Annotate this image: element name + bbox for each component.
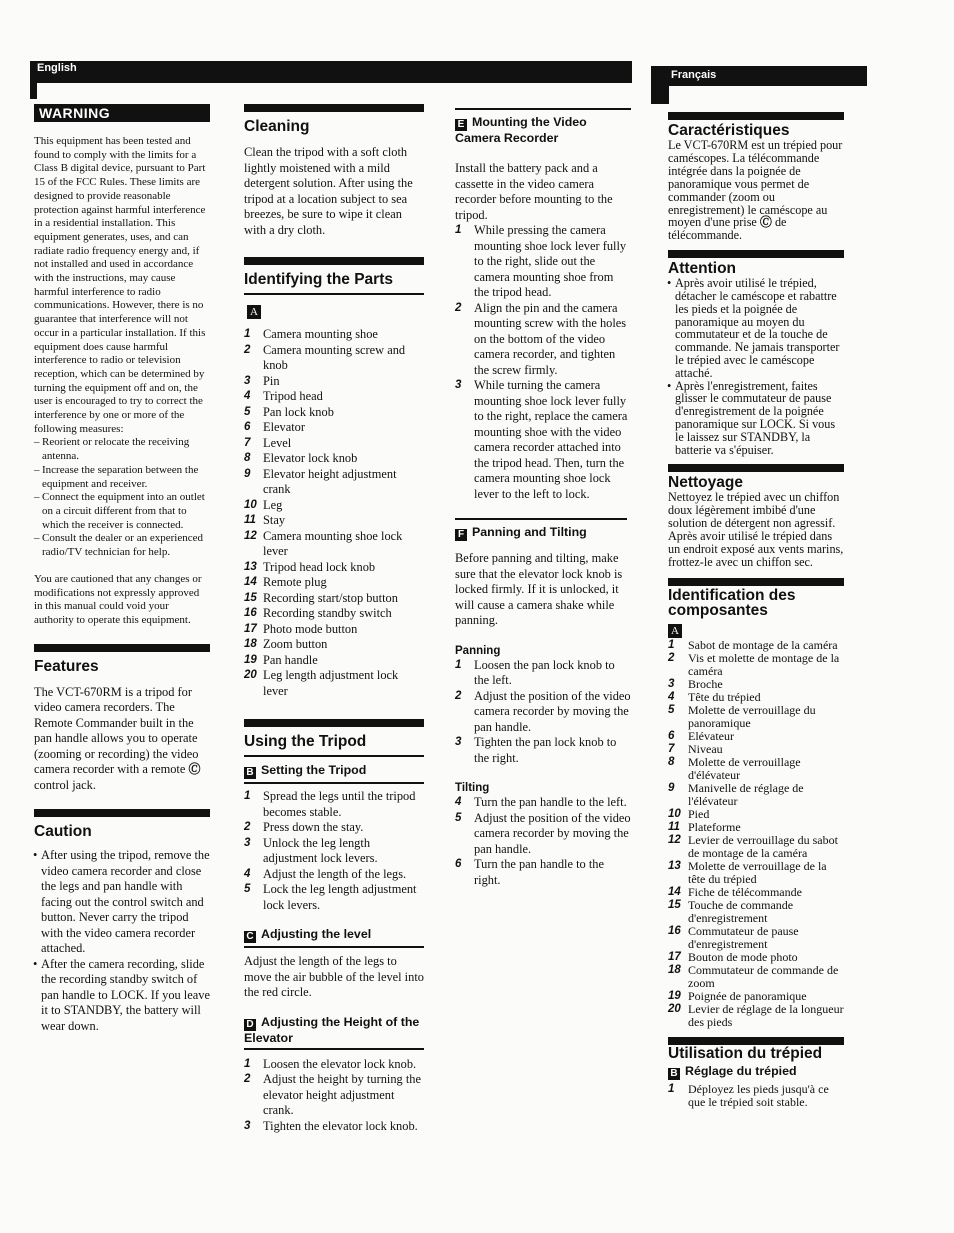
item-number: 1 xyxy=(668,638,675,651)
list-item: – Reorient or relocate the receiving antenna. xyxy=(34,436,210,463)
list-item xyxy=(455,378,631,502)
list-item xyxy=(244,1119,424,1135)
item-number: 10 xyxy=(668,807,681,820)
item-number: 4 xyxy=(244,867,251,880)
item-number: 15 xyxy=(668,898,681,911)
item-text: Fiche de télécommande xyxy=(688,884,802,899)
list-item xyxy=(244,653,424,669)
item-number: 8 xyxy=(244,452,251,464)
list-item xyxy=(244,513,424,529)
remote-jack-icon: 🄫 xyxy=(759,215,772,230)
list-item xyxy=(244,575,424,591)
item-number: 16 xyxy=(244,607,257,619)
list-item: – Increase the separation between the equipment and receiver. xyxy=(34,464,210,491)
item-text: While pressing the camera mounting shoe lock lever fully to the right, slide out the camera mounting shoe from the tripod head. xyxy=(474,223,627,299)
figure-letter: A xyxy=(247,305,261,319)
item-text: Elevator lock knob xyxy=(263,451,358,465)
list-item xyxy=(455,689,631,736)
item-number: 16 xyxy=(668,924,681,937)
item-number: 2 xyxy=(244,821,251,833)
item-number: 12 xyxy=(244,529,257,542)
mounting-title: Mounting the Video Camera Recorder xyxy=(455,115,587,145)
item-text: Levier de réglage de la longueur des pieds xyxy=(688,1001,844,1029)
list-item xyxy=(244,389,424,405)
panning-subheading: Panning xyxy=(455,644,501,657)
identification-heading: Identification des composantes xyxy=(668,578,844,618)
list-item xyxy=(244,867,424,883)
item-text: Camera mounting screw and knob xyxy=(263,342,406,372)
list-item xyxy=(668,925,844,951)
item-number: 3 xyxy=(455,379,462,391)
list-item xyxy=(244,637,424,653)
item-text: Elevator xyxy=(263,420,305,434)
list-item xyxy=(244,436,424,452)
list-item xyxy=(455,301,631,379)
item-number: 20 xyxy=(668,1002,681,1015)
item-number: 14 xyxy=(244,576,257,588)
item-number: 2 xyxy=(455,301,462,314)
item-number: 1 xyxy=(244,790,251,802)
item-number: 2 xyxy=(455,689,462,702)
item-text: Molette de verrouillage d'élévateur xyxy=(688,754,801,782)
item-text: Elévateur xyxy=(688,728,734,743)
list-item xyxy=(455,811,631,858)
item-number: 7 xyxy=(244,436,251,449)
item-number: 1 xyxy=(244,1057,251,1070)
setting-title: Setting the Tripod xyxy=(261,763,367,777)
item-text: Camera mounting shoe xyxy=(263,327,378,341)
item-number: 6 xyxy=(455,858,462,870)
remote-jack-icon: 🄫 xyxy=(188,762,201,777)
item-text: Molette de verrouillage du panoramique xyxy=(688,702,816,730)
list-item xyxy=(244,820,424,836)
item-number: 20 xyxy=(244,669,257,681)
nettoyage-text: Nettoyez le trépied avec un chiffon doux légèrement imbibé d'une solution de détergent non agressif. Après avoir utilisé le trépied dans un endroit exposé aux vents marins, frottez-le avec un chiffon sec. xyxy=(668,490,844,569)
column-english-2 xyxy=(244,104,424,1134)
features-text-end: control jack. xyxy=(34,777,96,792)
item-text: Turn the pan handle to the left. xyxy=(474,795,627,809)
list-item xyxy=(668,964,844,990)
item-text: Recording start/stop button xyxy=(263,590,398,605)
item-text: Poignée de panoramique xyxy=(688,988,807,1003)
item-text: While turning the camera mounting shoe lock lever fully to the right, replace the camera mounting shoe with the video camera recorder attached into the tripod head. Then, turn the camera mounting shoe lock lever to the left to lock. xyxy=(474,378,628,501)
list-item xyxy=(668,860,844,886)
cleaning-text: Clean the tripod with a soft cloth lightly moistened with a mild detergent solution. After using the tripod at a location subject to sea breezes, be sure to wipe it clean with a dry cloth. xyxy=(244,145,413,237)
level-letter: C xyxy=(244,931,256,943)
item-number: 12 xyxy=(668,833,681,846)
item-number: 2 xyxy=(244,343,251,356)
warning-title: WARNING xyxy=(34,104,210,122)
item-number: 11 xyxy=(244,514,256,526)
list-item xyxy=(668,899,844,925)
level-title: Adjusting the level xyxy=(261,927,372,941)
level-text: Adjust the length of the legs to move the air bubble of the level into the red circle. xyxy=(244,954,424,999)
item-text: Commutateur de pause d'enregistrement xyxy=(688,923,799,951)
item-text: Pin xyxy=(263,373,280,388)
list-item: • After the camera recording, slide the recording standby switch of pan handle to LOCK. If you leave it to STANDBY, the battery will wear down. xyxy=(34,957,210,1035)
item-text: Photo mode button xyxy=(263,621,358,636)
utilisation-heading: Utilisation du trépied xyxy=(668,1037,844,1062)
caution-heading: Caution xyxy=(34,809,210,840)
item-text: Loosen the pan lock knob to the left. xyxy=(474,657,615,687)
item-text: Turn the pan handle to the right. xyxy=(474,857,604,887)
item-number: 2 xyxy=(668,651,675,664)
item-text: Adjust the length of the legs. xyxy=(263,866,407,881)
item-text: Niveau xyxy=(688,741,723,756)
item-number: 3 xyxy=(244,374,251,387)
item-number: 13 xyxy=(668,859,681,872)
warning-text: This equipment has been tested and found to comply with the limits for a Class B digital device, pursuant to Part 15 of the FCC Rules. These limits are designed to provide reasonable protection against harmful interference in a residential installation. This equipment generates, uses, and can radiate radio frequency energy and, if not installed and used in accordance with the instructions, may cause harmful interference to radio communications. However, there is no guarantee that interference will not occur in a particular installation. If this equipment does cause harmful interference to radio or television reception, which can be determined by turning the equipment off and on, the user is encouraged to try to correct the interference by one or more of the following measures: xyxy=(34,135,206,435)
item-number: 11 xyxy=(668,820,680,833)
caracteristiques-text xyxy=(668,139,844,242)
list-item xyxy=(244,591,424,607)
list-item xyxy=(244,622,424,638)
list-item xyxy=(244,327,424,343)
item-text: Levier de verrouillage du sabot de montage de la caméra xyxy=(688,832,838,860)
measures-list xyxy=(34,436,210,559)
list-item xyxy=(244,405,424,421)
height-heading xyxy=(244,1015,424,1050)
list-item xyxy=(668,1083,844,1109)
tilting-subheading: Tilting xyxy=(455,782,490,794)
item-text: Bouton de mode photo xyxy=(688,949,798,964)
features-text-main: The VCT-670RM is a tripod for video camera recorders. The Remote Commander built in the pan handle allows you to operate (zooming or recording) the video camera recorder with a remote xyxy=(34,684,199,777)
francais-header-bar xyxy=(651,66,867,86)
item-text: Elevator height adjustment crank xyxy=(263,466,397,496)
list-item: • Après l'enregistrement, faites glisser le commutateur de pause d'enregistrement de la poignée panoramique sur LOCK. Si vous le laissez sur STANDBY, la batterie va s'épuiser. xyxy=(668,380,844,457)
reglage-title: Réglage du trépied xyxy=(685,1064,797,1079)
item-number: 5 xyxy=(668,703,675,716)
mounting-heading xyxy=(455,115,631,148)
list-item xyxy=(244,374,424,390)
item-number: 1 xyxy=(244,328,251,340)
item-text: Pan handle xyxy=(263,652,318,667)
item-text: Tighten the pan lock knob to the right. xyxy=(474,735,617,765)
list-item xyxy=(455,857,631,888)
list-item xyxy=(455,223,631,301)
item-number: 5 xyxy=(244,883,251,895)
item-number: 1 xyxy=(455,658,462,671)
item-text: Pan lock knob xyxy=(263,404,334,419)
item-text: Camera mounting shoe lock lever xyxy=(263,528,403,558)
list-item: • After using the tripod, remove the video camera recorder and close the legs and pan handle with facing out the control switch and button. Never carry the tripod with the video camera recorder attached. xyxy=(34,848,210,957)
english-header-bar xyxy=(30,61,632,83)
item-text: Recording standby switch xyxy=(263,606,392,620)
item-number: 3 xyxy=(244,1119,251,1132)
figure-letter-fr: A xyxy=(668,624,682,638)
panning-heading xyxy=(455,525,631,544)
list-item: • Après avoir utilisé le trépied, détacher le caméscope et rabattre les pieds et la poignée de panoramique au moyen du commutateur et de la touche de commande. Ne jamais transporter le trépied avec le caméscope attaché. xyxy=(668,277,844,379)
item-text: Broche xyxy=(688,676,723,691)
item-number: 19 xyxy=(244,653,257,666)
panning-intro: Before panning and tilting, make sure that the elevator lock knob is locked firmly. If it is unlocked, it will cause a camera shake while panning. xyxy=(455,551,623,627)
caracteristiques-text-main: Le VCT-670RM est un trépied pour caméscopes. La télécommande intégrée dans la poignée de panoramique vous permet de commander (zoom ou enregistrement) le caméscope au moyen d'une prise xyxy=(668,138,843,230)
item-number: 15 xyxy=(244,591,257,604)
mounting-intro: Install the battery pack and a cassette in the video camera recorder before mounting to the tripod. xyxy=(455,161,613,222)
caracteristiques-heading: Caractéristiques xyxy=(668,112,844,139)
item-text: Vis et molette de montage de la caméra xyxy=(688,650,840,678)
item-text: Zoom button xyxy=(263,637,328,651)
item-text: Adjust the position of the video camera recorder by moving the pan handle. xyxy=(474,810,631,856)
reglage-heading xyxy=(668,1064,844,1083)
list-item xyxy=(244,882,424,913)
features-text xyxy=(34,685,210,794)
figure-a-marker xyxy=(247,301,424,319)
item-text: Commutateur de commande de zoom xyxy=(688,962,839,990)
caution-list xyxy=(34,848,210,1034)
list-item xyxy=(244,560,424,576)
list-item xyxy=(244,343,424,374)
item-number: 4 xyxy=(668,690,675,703)
item-text: Déployez les pieds jusqu'à ce que le trépied soit stable. xyxy=(688,1082,829,1110)
list-item xyxy=(455,735,631,766)
list-item xyxy=(244,606,424,622)
mounting-steps-list xyxy=(455,223,631,502)
list-item xyxy=(668,756,844,782)
panning-top-rule xyxy=(455,518,627,520)
item-number: 6 xyxy=(668,729,675,742)
item-number: 1 xyxy=(668,1083,675,1096)
item-text: Tripod head lock knob xyxy=(263,559,376,574)
item-number: 17 xyxy=(244,622,257,635)
item-text: Align the pin and the camera mounting screw with the holes on the bottom of the video camera recorder, and tighten the screw firmly. xyxy=(474,300,627,377)
item-text: Manivelle de réglage de l'élévateur xyxy=(688,780,804,808)
list-item xyxy=(244,1072,424,1119)
list-item xyxy=(244,789,424,820)
setting-letter: B xyxy=(244,767,256,779)
item-text: Tripod head xyxy=(263,389,323,403)
item-number: 5 xyxy=(455,811,462,824)
item-text: Unlock the leg length adjustment lock levers. xyxy=(263,835,378,865)
item-text: Pied xyxy=(688,806,710,821)
panning-steps-list xyxy=(455,658,631,767)
column-french xyxy=(668,112,844,1109)
item-text: Level xyxy=(263,435,292,450)
tilting-steps-list xyxy=(455,795,631,888)
panning-letter: F xyxy=(455,529,467,541)
setting-heading xyxy=(244,763,424,784)
column-english-3 xyxy=(455,108,631,888)
item-number: 18 xyxy=(244,638,257,650)
list-item: – Consult the dealer or an experienced radio/TV technician for help. xyxy=(34,532,210,559)
item-number: 4 xyxy=(455,796,462,808)
item-text: Tête du trépied xyxy=(688,689,761,704)
english-label: English xyxy=(37,62,77,74)
item-number: 10 xyxy=(244,498,257,511)
item-text: Leg length adjustment lock lever xyxy=(263,668,399,698)
item-text: Tighten the elevator lock knob. xyxy=(263,1118,418,1133)
item-number: 2 xyxy=(244,1073,251,1085)
list-item xyxy=(244,1057,424,1073)
item-text: Molette de verrouillage de la tête du trépied xyxy=(688,858,827,886)
item-number: 5 xyxy=(244,405,251,418)
list-item xyxy=(455,795,631,811)
attention-list xyxy=(668,277,844,456)
list-item xyxy=(668,704,844,730)
list-item xyxy=(668,1003,844,1029)
list-item xyxy=(244,451,424,467)
list-item xyxy=(668,834,844,860)
item-text: Plateforme xyxy=(688,819,741,834)
item-text: Adjust the position of the video camera recorder by moving the pan handle. xyxy=(474,688,631,734)
item-text: Adjust the height by turning the elevator height adjustment crank. xyxy=(263,1072,421,1117)
features-heading: Features xyxy=(34,644,210,675)
reglage-steps-list xyxy=(668,1083,844,1109)
column-english-1 xyxy=(34,104,210,1034)
item-text: Leg xyxy=(263,497,283,512)
item-text: Spread the legs until the tripod becomes stable. xyxy=(263,789,416,819)
list-item xyxy=(668,782,844,808)
item-number: 9 xyxy=(668,781,675,794)
nettoyage-heading: Nettoyage xyxy=(668,464,844,491)
list-item xyxy=(244,529,424,560)
height-letter: D xyxy=(244,1019,256,1031)
item-number: 3 xyxy=(455,736,462,748)
setting-steps-list xyxy=(244,789,424,913)
list-item xyxy=(455,658,631,689)
item-text: Press down the stay. xyxy=(263,820,364,834)
item-number: 18 xyxy=(668,963,681,976)
caracteristiques-text-end: de télécommande. xyxy=(668,215,787,243)
item-number: 3 xyxy=(668,677,675,690)
item-number: 13 xyxy=(244,560,257,573)
list-item xyxy=(244,467,424,498)
parts-list xyxy=(244,327,424,699)
height-steps-list xyxy=(244,1057,424,1135)
item-number: 19 xyxy=(668,989,681,1002)
attention-heading: Attention xyxy=(668,250,844,277)
identifying-heading: Identifying the Parts xyxy=(244,257,424,295)
item-number: 17 xyxy=(668,950,681,963)
panning-title: Panning and Tilting xyxy=(472,525,587,539)
item-number: 14 xyxy=(668,885,681,898)
level-heading xyxy=(244,927,424,948)
list-item xyxy=(244,668,424,699)
item-text: Touche de commande d'enregistrement xyxy=(688,897,794,925)
reglage-letter: B xyxy=(668,1068,680,1080)
list-item xyxy=(244,836,424,867)
item-number: 4 xyxy=(244,390,251,402)
list-item xyxy=(668,652,844,678)
mounting-top-rule xyxy=(455,108,631,110)
item-number: 7 xyxy=(668,742,675,755)
item-number: 1 xyxy=(455,224,462,236)
item-text: Remote plug xyxy=(263,575,327,589)
mounting-letter: E xyxy=(455,119,467,131)
francais-label: Français xyxy=(671,69,717,81)
cleaning-heading: Cleaning xyxy=(244,104,424,135)
item-number: 6 xyxy=(244,421,251,433)
list-item xyxy=(244,498,424,514)
item-number: 3 xyxy=(244,836,251,849)
list-item xyxy=(244,420,424,436)
parts-list-fr xyxy=(668,639,844,1029)
item-text: Lock the leg length adjustment lock levers. xyxy=(263,882,417,912)
item-text: Loosen the elevator lock knob. xyxy=(263,1056,417,1071)
caution-note: You are cautioned that any changes or modifications not expressly approved in this manual could void your authority to operate this equipment. xyxy=(34,572,202,626)
figure-a-marker-fr xyxy=(668,620,844,638)
height-title: Adjusting the Height of the Elevator xyxy=(244,1014,420,1045)
item-text: Sabot de montage de la caméra xyxy=(688,637,838,652)
using-heading: Using the Tripod xyxy=(244,719,424,757)
list-item: – Connect the equipment into an outlet on a circuit different from that to which the receiver is connected. xyxy=(34,491,210,532)
item-number: 8 xyxy=(668,755,675,768)
item-text: Stay xyxy=(263,513,286,527)
item-number: 9 xyxy=(244,467,251,480)
